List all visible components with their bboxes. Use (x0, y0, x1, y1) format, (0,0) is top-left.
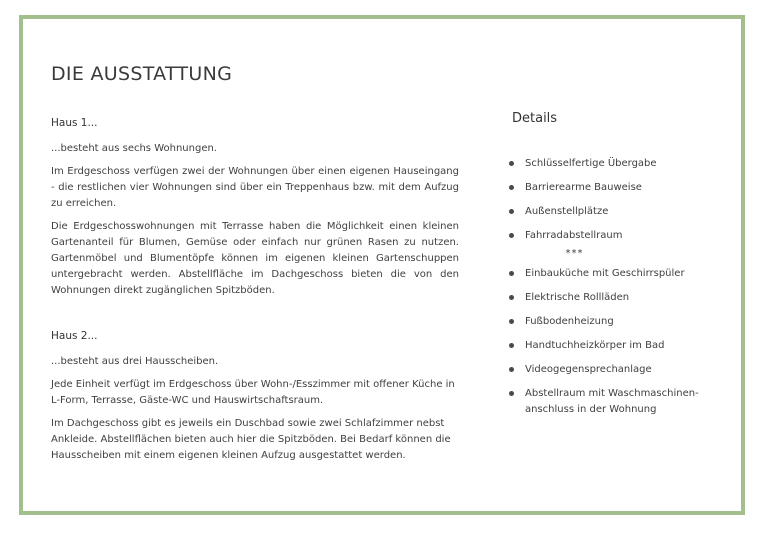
bullet-icon (509, 295, 514, 300)
description-column (51, 115, 459, 471)
details-item-label: Fahrradabstellraum (525, 230, 623, 241)
details-separator: *** (565, 248, 584, 259)
bullet-icon (509, 271, 514, 276)
details-item (507, 156, 717, 172)
page-frame (19, 15, 745, 515)
page-title: DIE AUSSTATTUNG (51, 63, 233, 85)
details-item-label: Elektrische Rollläden (525, 292, 630, 303)
haus1-heading: Haus 1... (51, 117, 98, 129)
bullet-icon (509, 367, 514, 372)
haus2-heading: Haus 2... (51, 330, 98, 342)
details-item (507, 290, 717, 306)
haus1-intro: ...besteht aus sechs Wohnungen. (51, 143, 217, 154)
details-item (507, 386, 717, 418)
details-item (507, 314, 717, 330)
bullet-icon (509, 319, 514, 324)
details-list (507, 156, 717, 426)
details-item-label: Einbauküche mit Geschirrspüler (525, 268, 685, 279)
details-item (507, 338, 717, 354)
section-spacer (51, 306, 459, 328)
details-item-label: Barrierearme Bauweise (525, 182, 642, 193)
details-title: Details (512, 111, 558, 126)
details-item-label: Schlüsselfertige Übergabe (525, 158, 657, 169)
details-item-label: Handtuchheizkörper im Bad (525, 340, 665, 351)
details-item-label: Außenstellplätze (525, 206, 609, 217)
details-item-label: Fußbodenheizung (525, 316, 614, 327)
haus1-paragraph: Die Erdgeschosswohnungen mit Terrasse haben die Möglichkeit einen kleinen Gartenanteil für Blumen, Gemüse oder einfach nur grünen Rasen zu nutzen. Gartenmöbel und Blumentöpfe können im eigenen kleinen Gartenschuppen untergebracht werden. Abstellfläche im Dachgeschoss bieten die von den Wohnungen direkt zugänglichen Spitzböden. (51, 221, 459, 296)
haus2-paragraph: Jede Einheit verfügt im Erdgeschoss über Wohn-/Esszimmer mit offener Küche in L-Form, Terrasse, Gäste-WC und Hauswirtschaftsraum. (51, 379, 455, 406)
bullet-icon (509, 209, 514, 214)
haus2-intro: ...besteht aus drei Hausscheiben. (51, 356, 219, 367)
bullet-icon (509, 343, 514, 348)
bullet-icon (509, 391, 514, 396)
details-item-label: Abstellraum mit Waschmaschinen-anschluss in der Wohnung (525, 388, 699, 415)
bullet-icon (509, 185, 514, 190)
details-item (507, 266, 717, 282)
details-item (507, 204, 717, 220)
details-item (507, 180, 717, 196)
details-item (507, 362, 717, 378)
bullet-icon (509, 161, 514, 166)
bullet-icon (509, 233, 514, 238)
haus2-paragraph: Im Dachgeschoss gibt es jeweils ein Duschbad sowie zwei Schlafzimmer nebst Ankleide. Abstellflächen bieten auch hier die Spitzböden. Bei Bedarf können die Hausscheiben mit einem eigenen kleinen Aufzug ausgestattet werden. (51, 418, 451, 461)
details-item (507, 228, 717, 244)
haus1-paragraph: Im Erdgeschoss verfügen zwei der Wohnungen über einen eigenen Hauseingang - die restlichen vier Wohnungen sind über ein Treppenhaus bzw. mit dem Aufzug zu erreichen. (51, 166, 459, 209)
details-item-label: Videogegensprechanlage (525, 364, 652, 375)
